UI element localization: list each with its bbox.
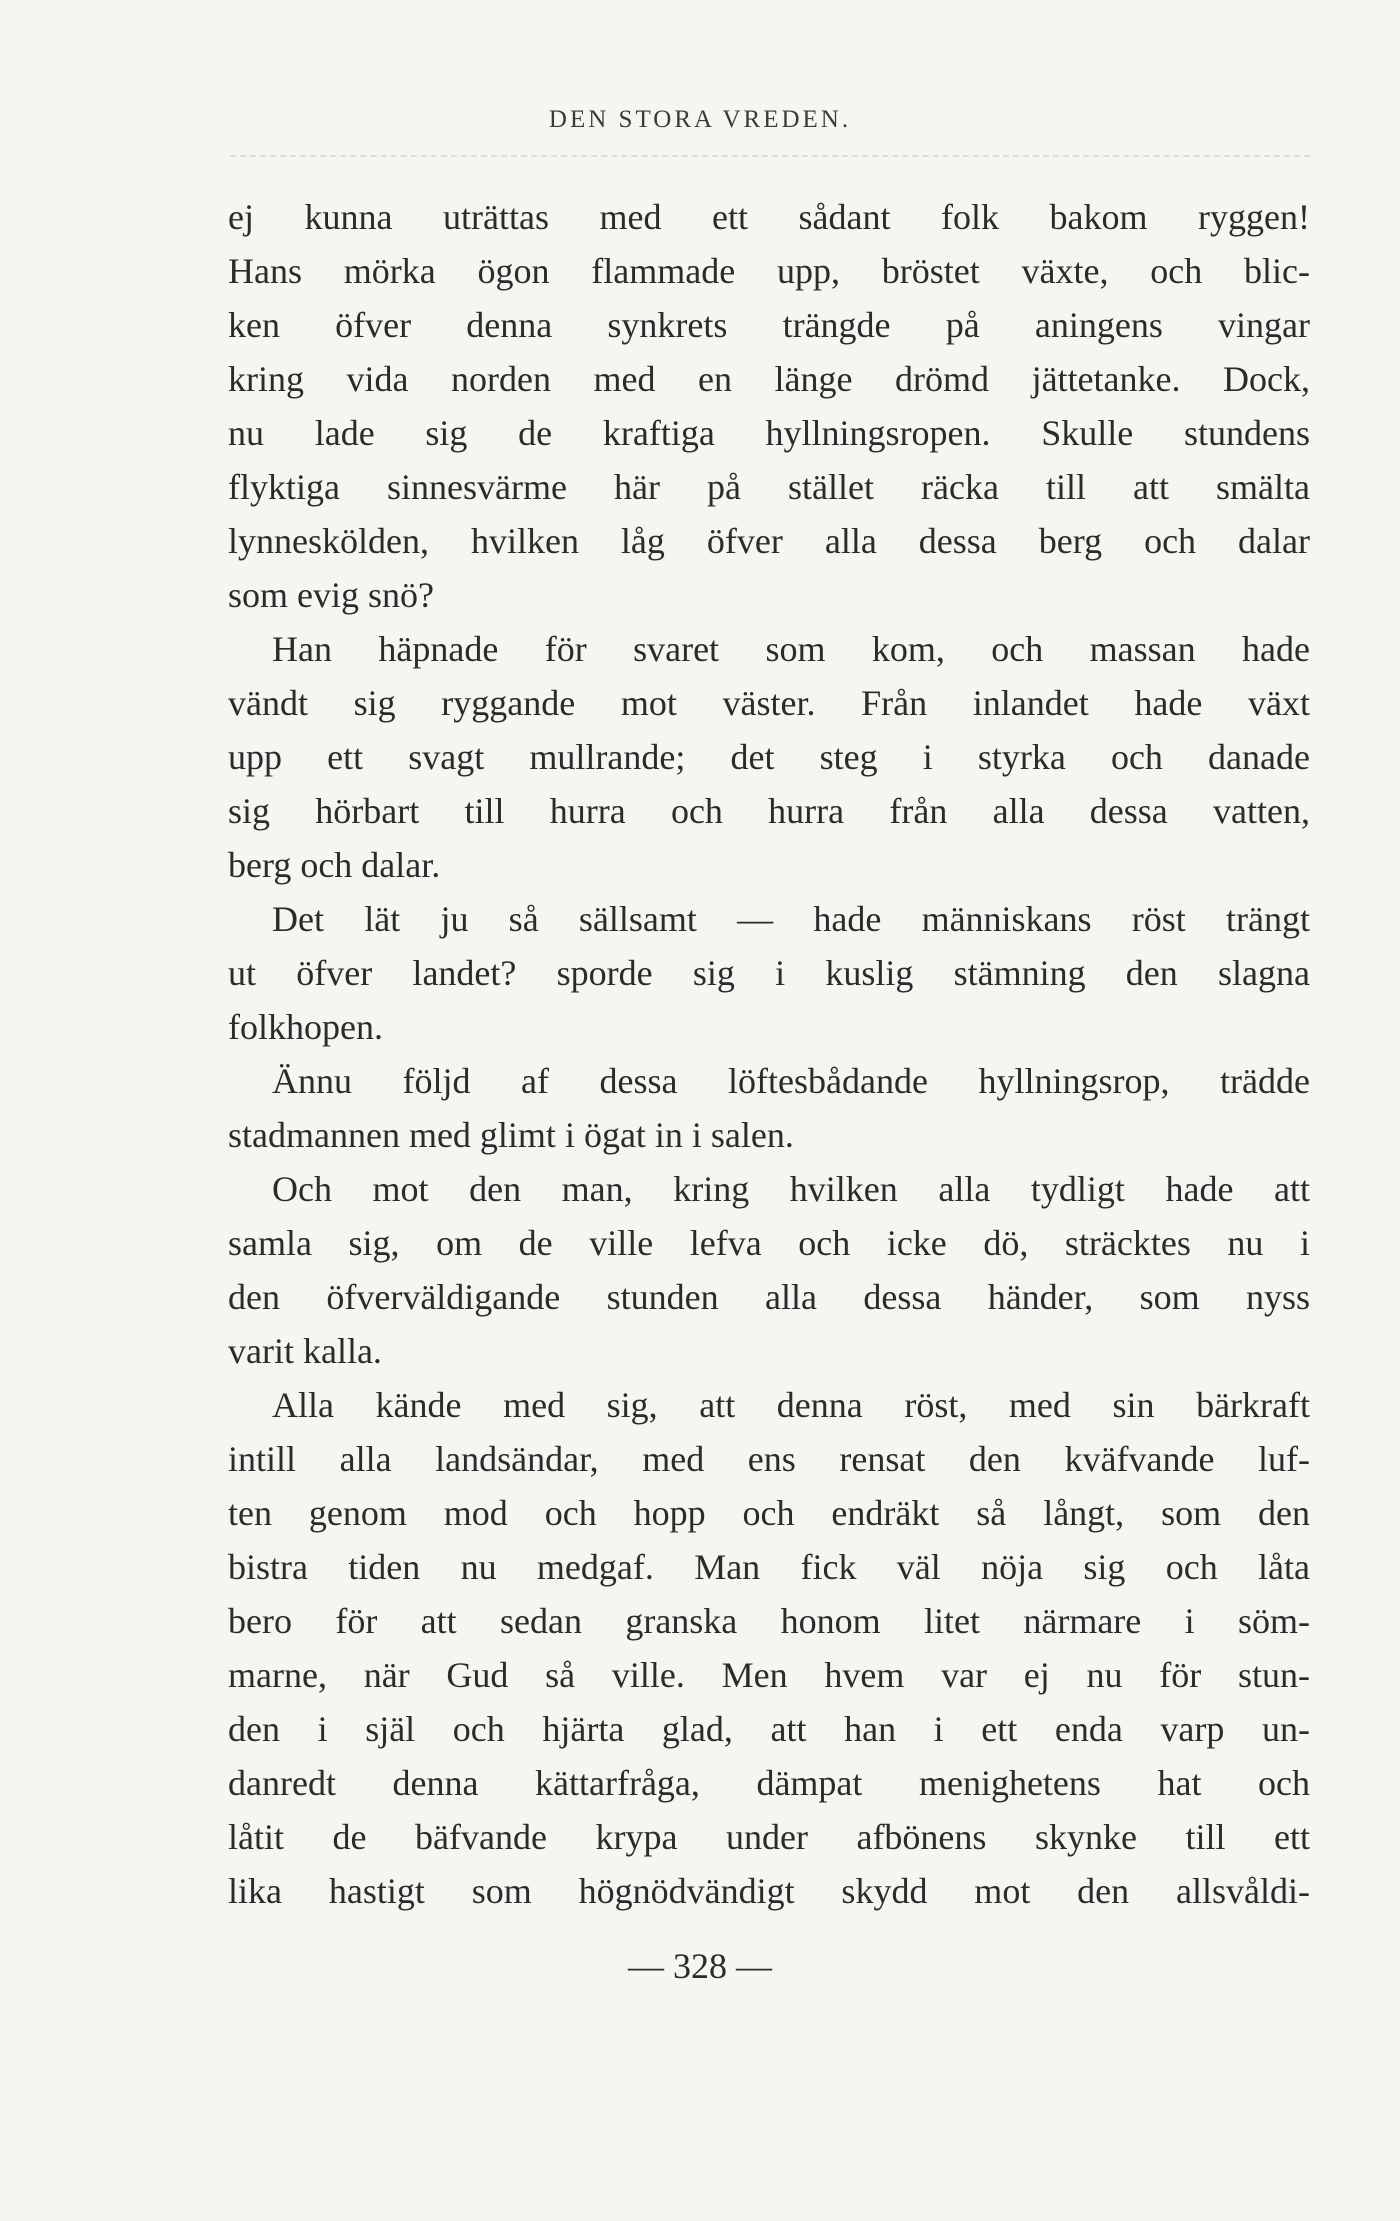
text-line: intill alla landsändar, med ens rensat den kväfvande luf- — [228, 1439, 1310, 1479]
text-line: Det lät ju så sällsamt — hade människans röst trängt — [272, 899, 1310, 939]
text-line: ten genom mod och hopp och endräkt så långt, som den — [228, 1493, 1310, 1533]
page-number: — 328 — — [628, 1946, 772, 1986]
running-title: DEN STORA VREDEN. — [548, 106, 852, 133]
text-line: varit kalla. — [228, 1331, 382, 1371]
text-line: den öfverväldigande stunden alla dessa händer, som nyss — [228, 1277, 1310, 1317]
text-line: upp ett svagt mullrande; det steg i styrka och danade — [228, 737, 1310, 777]
body-text — [228, 190, 1310, 1918]
text-line: ej kunna uträttas med ett sådant folk bakom ryggen! — [228, 197, 1310, 237]
text-line: sig hörbart till hurra och hurra från alla dessa vatten, — [228, 791, 1310, 831]
text-line: marne, när Gud så ville. Men hvem var ej nu för stun- — [228, 1655, 1310, 1695]
text-line: som evig snö? — [228, 575, 434, 615]
header-divider — [230, 155, 1310, 157]
text-line: folkhopen. — [228, 1007, 383, 1047]
text-line: samla sig, om de ville lefva och icke dö, sträcktes nu i — [228, 1223, 1310, 1263]
text-line: danredt denna kättarfråga, dämpat menighetens hat och — [228, 1763, 1310, 1803]
text-line: ut öfver landet? sporde sig i kuslig stämning den slagna — [228, 953, 1310, 993]
text-line: lynneskölden, hvilken låg öfver alla dessa berg och dalar — [228, 521, 1310, 561]
text-line: bero för att sedan granska honom litet närmare i söm- — [228, 1601, 1310, 1641]
text-line: Alla kände med sig, att denna röst, med sin bärkraft — [272, 1385, 1310, 1425]
text-line: berg och dalar. — [228, 845, 441, 885]
text-line: flyktiga sinnesvärme här på stället räcka till att smälta — [228, 467, 1310, 507]
text-line: den i själ och hjärta glad, att han i ett enda varp un- — [228, 1709, 1310, 1749]
text-line: bistra tiden nu medgaf. Man fick väl nöja sig och låta — [228, 1547, 1310, 1587]
text-line: Ännu följd af dessa löftesbådande hyllningsrop, trädde — [272, 1061, 1310, 1101]
text-line: nu lade sig de kraftiga hyllningsropen. Skulle stundens — [228, 413, 1310, 453]
text-line: kring vida norden med en länge drömd jättetanke. Dock, — [228, 359, 1310, 399]
text-line: Han häpnade för svaret som kom, och massan hade — [272, 629, 1310, 669]
text-line: låtit de bäfvande krypa under afbönens skynke till ett — [228, 1817, 1310, 1857]
text-line: lika hastigt som högnödvändigt skydd mot den allsvåldi- — [228, 1871, 1310, 1911]
text-line: ken öfver denna synkrets trängde på aningens vingar — [228, 305, 1310, 345]
text-line: vändt sig ryggande mot väster. Från inlandet hade växt — [228, 683, 1310, 723]
text-line: Hans mörka ögon flammade upp, bröstet växte, och blic- — [228, 251, 1310, 291]
text-line: Och mot den man, kring hvilken alla tydligt hade att — [272, 1169, 1310, 1209]
text-line: stadmannen med glimt i ögat in i salen. — [228, 1115, 794, 1155]
